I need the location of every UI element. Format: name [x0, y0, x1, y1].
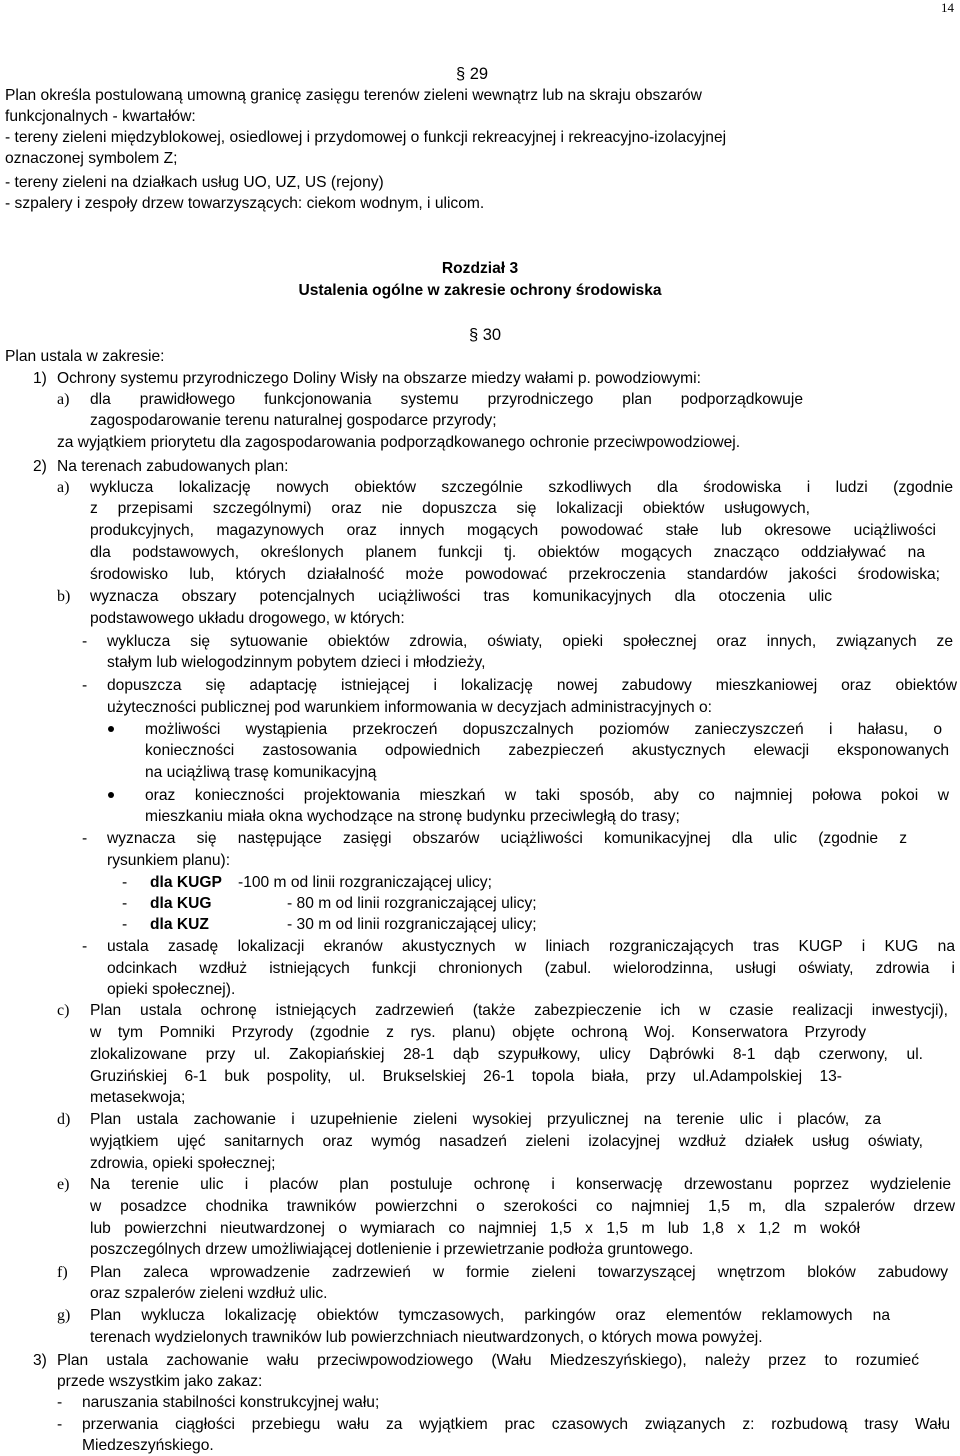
dash-marker: -: [82, 633, 88, 650]
item-2b-bullet1: możliwości wystąpienia przekroczeń dopuszczalnych poziomów zanieczyszczeń i hałasu, o: [145, 721, 942, 738]
p29-list-item: - szpalery i zespoły drzew towarzyszących: ciekom wodnym, i ulicom.: [5, 195, 485, 212]
p29-list-item: - tereny zieleni na działkach usług UO, UZ, US (rejony): [5, 174, 384, 191]
dash-marker: -: [82, 677, 88, 694]
item-2e-line: lub powierzchni nieutwardzonej o wymiarach co najmniej 1,5 x 1,5 m lub 1,8 x 1,2 m wokół: [90, 1220, 860, 1237]
item-2c-line: Plan ustala ochronę istniejących zadrzewień (także zabezpieczenie ich w czasie realizacji inwestycji),: [90, 1002, 948, 1019]
item-2b-bullet2: oraz konieczności projektowania mieszkań w taki sposób, aby co najmniej połowa pokoi w: [145, 787, 949, 804]
bullet-marker: [108, 792, 114, 798]
item-2d-label: d): [57, 1111, 71, 1128]
zone-label: dla KUG: [150, 895, 212, 912]
item-2b-label: b): [57, 588, 71, 605]
item-2e-line: w posadzce chodnika trawników powierzchni o szerokości co najmniej 1,5 m, dla szpalerów drzew: [90, 1198, 955, 1215]
item-2c-line: Gruzińskiej 6-1 buk pospolity, ul. Brukselskiej 26-1 topola biała, przy ul.Adampolskiej 13-: [90, 1068, 842, 1085]
item-2d-line: Plan ustala zachowanie i uzupełnienie zieleni wysokiej przyulicznej na terenie ulic i placów, za: [90, 1111, 881, 1128]
section-30-heading: § 30: [469, 326, 502, 344]
item-2a-line: produkcyjnych, magazynowych oraz innych mogących powodować stałe lub okresowe uciążliwości: [90, 522, 936, 539]
p30-intro: Plan ustala w zakresie:: [5, 348, 165, 365]
item-2a-line: wyklucza lokalizację nowych obiektów szczególnie szkodliwych dla środowiska i ludzi (zgodnie: [90, 479, 953, 496]
dash-marker: -: [122, 874, 128, 891]
item-2g-line: terenach wydzielonych trawników lub powierzchniach nieutwardzonych, o których mowa powyżej.: [90, 1329, 763, 1346]
item-2b-dash3: wyznacza się następujące zasięgi obszarów uciążliwości komunikacyjnej dla ulic (zgodnie z: [107, 830, 907, 847]
item-2b-dash3: rysunkiem planu):: [107, 852, 231, 869]
item-3-dash1: naruszania stabilności konstrukcyjnej wału;: [82, 1394, 380, 1411]
item-2b-bullet1: konieczności zastosowania odpowiednich zabezpieczeń akustycznych elewacji eksponowanych: [145, 742, 949, 759]
item-2b-bullet1: na uciążliwą trasę komunikacyjną: [145, 764, 377, 781]
item-1-extra: za wyjątkiem priorytetu dla zagospodarowania podporządkowanego ochronie przeciwpowodziowej.: [57, 434, 741, 451]
zone-text: -100 m od linii rozgraniczającej ulicy;: [238, 874, 492, 891]
item-1a-label: a): [57, 391, 70, 408]
item-2b-bullet2: mieszkaniu miała okna wychodzące na stronę budynku przeciwległą do trasy;: [145, 808, 680, 825]
item-3-dash2: Miedzeszyńskiego.: [82, 1437, 214, 1454]
dash-marker: -: [57, 1394, 63, 1411]
item-1-text: Ochrony systemu przyrodniczego Doliny Wisły na obszarze miedzy wałami p. powodziowymi:: [57, 370, 701, 387]
item-2d-line: wyjątkiem ujęć sanitarnych oraz wymóg nasadzeń zieleni izolacyjnej wzdłuż działek usług oświaty,: [90, 1133, 923, 1150]
item-2g-label: g): [57, 1307, 71, 1324]
item-2b-line: podstawowego układu drogowego, w których:: [90, 610, 405, 627]
item-2b-dash1: stałym lub wielogodzinnym pobytem dzieci i młodzieży,: [107, 654, 486, 671]
item-2a-line: dla podstawowych, określonych planem funkcji tj. obiektów mogących znacząco oddziaływać na: [90, 544, 925, 561]
item-2b-dash2: dopuszcza się adaptację istniejącej i lokalizację nowej zabudowy mieszkaniowej oraz obiektów: [107, 677, 957, 694]
item-2-text: Na terenach zabudowanych plan:: [57, 458, 289, 475]
item-2b-dash4: odcinkach wzdłuż istniejących funkcji chronionych (zabul. wielorodzinna, usługi oświaty, zdrowia i: [107, 960, 955, 977]
item-2-num: 2): [33, 458, 47, 475]
p29-line: oznaczonej symbolem Z;: [5, 150, 178, 167]
dash-marker: -: [82, 830, 88, 847]
item-2b-dash4: opieki społecznej).: [107, 981, 236, 998]
dash-marker: -: [57, 1416, 63, 1433]
p29-line: funkcjonalnych - kwartałów:: [5, 108, 196, 125]
p29-list-item: - tereny zieleni międzyblokowej, osiedlowej i przydomowej o funkcji rekreacyjnej i rekreacyjno-izolacyjnej: [5, 129, 727, 146]
item-2b-dash4: ustala zasadę lokalizacji ekranów akustycznych w liniach rozgraniczających tras KUGP i KUG na: [107, 938, 955, 955]
zone-label: dla KUGP: [150, 874, 222, 891]
item-2e-label: e): [57, 1176, 70, 1193]
item-2b-line: wyznacza obszary potencjalnych uciążliwości tras komunikacyjnych dla otoczenia ulic: [90, 588, 832, 605]
item-2c-label: c): [57, 1002, 70, 1019]
item-2a-line: środowisko lub, których działalność może powodować przekroczenia standardów jakości środowiska;: [90, 566, 940, 583]
item-2f-line: oraz szpalerów zieleni wzdłuż ulic.: [90, 1285, 328, 1302]
item-2a-label: a): [57, 479, 70, 496]
zone-text: - 80 m od linii rozgraniczającej ulicy;: [287, 895, 537, 912]
p29-line: Plan określa postulowaną umowną granicę zasięgu terenów zieleni wewnątrz lub na skraju obszarów: [5, 87, 702, 104]
item-3-dash2: przerwania ciągłości przebiegu wału za wyjątkiem prac czasowych związanych z: rozbudową trasy Wału: [82, 1416, 950, 1433]
item-2b-dash1: wyklucza się sytuowanie obiektów zdrowia, oświaty, opieki społecznej oraz innych, związanych ze: [107, 633, 953, 650]
item-2f-label: f): [57, 1264, 68, 1281]
dash-marker: -: [122, 916, 128, 933]
item-2c-line: w tym Pomniki Przyrody (zgodnie z rys. planu) objęte ochroną Woj. Konserwatora Przyrody: [90, 1024, 866, 1041]
zone-text: - 30 m od linii rozgraniczającej ulicy;: [287, 916, 537, 933]
item-2e-line: Na terenie ulic i placów plan postuluje ochronę i konserwację drzewostanu poprzez wydzielenie: [90, 1176, 951, 1193]
item-1a-line: zagospodarowanie terenu naturalnej gospodarce przyrody;: [90, 412, 497, 429]
bullet-marker: [108, 726, 114, 732]
item-3-line: Plan ustala zachowanie wału przeciwpowodziowego (Wału Miedzeszyńskiego), należy przez to rozumieć: [57, 1352, 919, 1369]
chapter-subtitle: Ustalenia ogólne w zakresie ochrony środowiska: [298, 282, 662, 299]
item-2a-line: z przepisami szczególnymi) oraz nie dopuszcza się lokalizacji obiektów usługowych,: [90, 500, 810, 517]
section-29-heading: § 29: [456, 65, 489, 83]
item-2b-dash2: użyteczności publicznej pod warunkiem informowania w decyzjach administracyjnych o:: [107, 699, 712, 716]
item-1a-line: dla prawidłowego funkcjonowania systemu przyrodniczego plan podporządkowuje: [90, 391, 803, 408]
item-2c-line: zlokalizowane przy ul. Zakopiańskiej 28-1 dąb szypułkowy, ulicy Dąbrówki 8-1 dąb czerwony, ul.: [90, 1046, 923, 1063]
dash-marker: -: [82, 938, 88, 955]
item-1-num: 1): [33, 370, 47, 387]
item-2c-line: metasekwoja;: [90, 1089, 186, 1106]
dash-marker: -: [122, 895, 128, 912]
item-2d-line: zdrowia, opieki społecznej;: [90, 1155, 276, 1172]
chapter-title: Rozdział 3: [441, 260, 519, 277]
item-3-line: przede wszystkim jako zakaz:: [57, 1373, 263, 1390]
item-2e-line: poszczególnych drzew umożliwiającej dotlenienie i przewietrzanie podłoża gruntowego.: [90, 1241, 694, 1258]
item-2g-line: Plan wyklucza lokalizację obiektów tymczasowych, parkingów oraz elementów reklamowych na: [90, 1307, 890, 1324]
zone-label: dla KUZ: [150, 916, 209, 933]
item-3-num: 3): [33, 1352, 47, 1369]
item-2f-line: Plan zaleca wprowadzenie zadrzewień w formie zieleni towarzyszącej wnętrzom bloków zabudowy: [90, 1264, 948, 1281]
page-number: 14: [941, 0, 954, 15]
